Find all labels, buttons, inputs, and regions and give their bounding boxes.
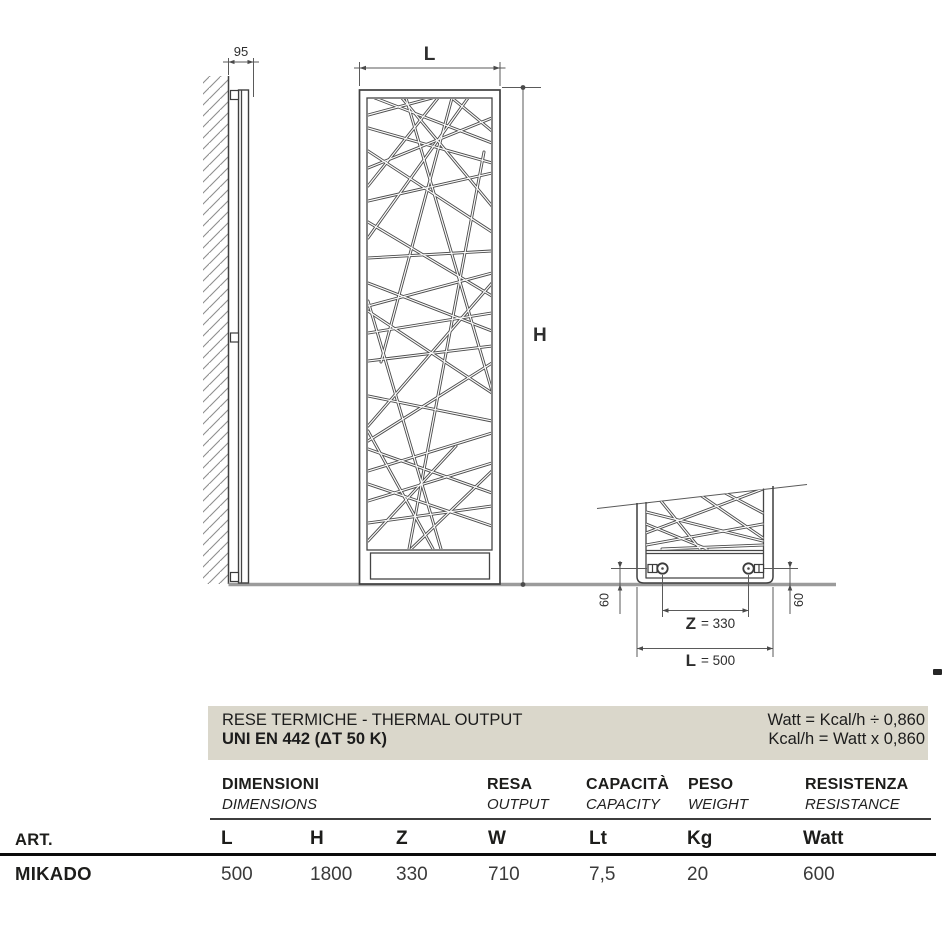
group-en: DIMENSIONS [222, 796, 318, 813]
thermal-band [208, 706, 928, 760]
group-it: PESO [688, 776, 734, 793]
group-en: RESISTANCE [805, 796, 900, 813]
thermal-formulas [768, 711, 925, 749]
thermal-norm: UNI EN 442 (ΔT 50 K) [222, 730, 387, 748]
value-H: 1800 [310, 864, 353, 885]
print-artifact [933, 669, 942, 675]
value-Z: 330 [396, 864, 428, 885]
thermal-title: RESE TERMICHE - THERMAL OUTPUT [222, 711, 523, 729]
break-line [597, 485, 807, 509]
group-it: RESISTENZA [805, 776, 909, 793]
radiator-bottom-detail [597, 484, 807, 583]
group-header-rule [210, 818, 931, 820]
col-header-L: L [221, 828, 233, 849]
value-Kg: 20 [687, 864, 709, 885]
group-header-capacita [586, 776, 669, 813]
value-W: 710 [488, 864, 520, 885]
wall-bracket-middle [231, 333, 239, 342]
group-header-resa [487, 776, 549, 813]
wall-bracket-top [231, 91, 239, 100]
col-header-Kg: Kg [687, 828, 713, 849]
header-rule [0, 853, 936, 856]
group-en: WEIGHT [688, 796, 748, 813]
group-header-peso [688, 776, 748, 813]
dim-95-label: 95 [233, 44, 249, 59]
dim-60-left-label: 60 [597, 593, 612, 607]
dim-H [502, 85, 547, 587]
dim-H-label: H [533, 325, 547, 346]
group-header-dimensioni [222, 776, 319, 813]
formula-watt: Watt = Kcal/h ÷ 0,860 [767, 711, 925, 729]
dim-L-label: L [423, 44, 436, 65]
group-en: CAPACITY [586, 796, 660, 813]
product-name: MIKADO [15, 863, 92, 884]
formula-kcal: Kcal/h = Watt x 0,860 [768, 730, 925, 748]
group-it: DIMENSIONI [222, 776, 320, 793]
wall-bracket-bottom [231, 573, 239, 582]
col-header-Z: Z [396, 828, 408, 849]
dim-Z-value: = 330 [701, 616, 736, 631]
dim-Z-name: Z [685, 614, 696, 633]
value-L: 500 [221, 864, 253, 885]
group-it: RESA [487, 776, 533, 793]
wall-hatch [203, 76, 229, 584]
group-header-resistenza [805, 776, 908, 813]
radiator-side-view [231, 90, 249, 583]
col-header-H: H [310, 828, 324, 849]
col-header-W: W [488, 828, 506, 849]
art-header: ART. [15, 831, 53, 849]
value-Lt: 7,5 [589, 864, 616, 885]
dim-L500-name: L [685, 651, 696, 670]
radiator-front-view [360, 90, 501, 584]
dim-60-right-label: 60 [792, 593, 806, 607]
value-Watt: 600 [803, 864, 835, 885]
group-en: OUTPUT [487, 796, 549, 813]
thermal-band-titles [222, 711, 522, 749]
group-it: CAPACITÀ [586, 776, 670, 793]
col-header-Lt: Lt [589, 828, 607, 849]
dim-L500-value: = 500 [701, 653, 736, 668]
col-header-Watt: Watt [803, 828, 844, 849]
dim-L [354, 44, 506, 86]
